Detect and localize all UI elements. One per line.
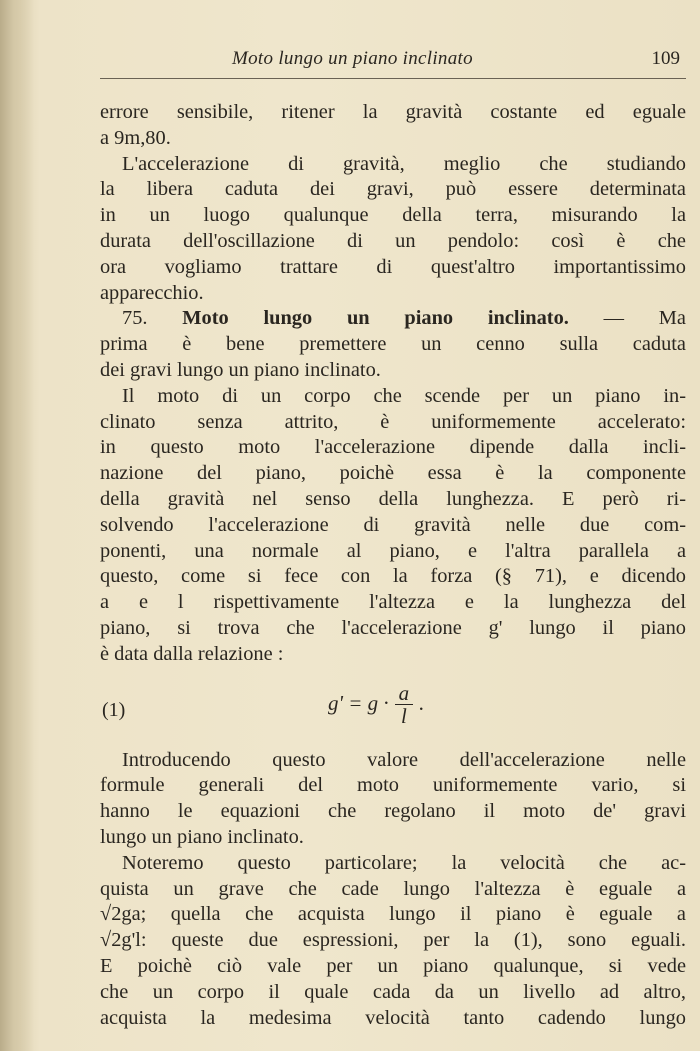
text-line: piano, si trova che l'accelerazione g' lungo il piano	[100, 616, 686, 639]
text-line: L'accelerazione di gravità, meglio che studiando	[122, 152, 686, 175]
text-line: ponenti, una normale al piano, e l'altra parallela a	[100, 539, 686, 562]
text-line: acquista la medesima velocità tanto cadendo lungo	[100, 1006, 686, 1029]
equation-end: .	[419, 691, 425, 716]
text-line: hanno le equazioni che regolano il moto de' gravi	[100, 800, 686, 823]
equation-number: (1)	[102, 698, 126, 721]
text-line: quista un grave che cade lungo l'altezza è eguale a	[100, 877, 686, 900]
text-line: dei gravi lungo un piano inclinato.	[100, 358, 381, 381]
text-line: a 9m,80.	[100, 126, 171, 149]
equation-fraction	[395, 682, 414, 727]
text-line: in questo moto l'accelerazione dipende dalla incli-	[100, 436, 686, 459]
text-line: lungo un piano inclinato.	[100, 825, 304, 848]
text-line: durata dell'oscillazione di un pendolo: così è che	[100, 229, 686, 252]
paragraph-4	[100, 748, 686, 851]
text-line: Noteremo questo particolare; la velocità che ac-	[122, 851, 686, 874]
section-heading-line	[100, 306, 686, 332]
paragraph-5	[100, 851, 686, 1032]
fraction-denominator: l	[401, 703, 407, 728]
fraction-numerator: a	[395, 682, 414, 705]
text-line: che un corpo il quale cada da un livello ad altro,	[100, 980, 686, 1003]
equation-1	[100, 676, 686, 736]
section-number: 75.	[122, 307, 148, 330]
text-line: clinato senza attrito, è uniformemente accelerato:	[100, 410, 686, 433]
text-line: a e l rispettivamente l'altezza e la lunghezza del	[100, 591, 686, 614]
text-line: Il moto di un corpo che scende per un piano in-	[122, 384, 686, 407]
text-line: Introducendo questo valore dell'accelerazione nelle	[122, 748, 686, 771]
equation-body	[328, 682, 424, 727]
section-75	[100, 306, 686, 383]
text-line: è data dalla relazione :	[100, 642, 284, 665]
page-number: 109	[651, 48, 680, 69]
text-line: E poichè ciò vale per un piano qualunque, si vede	[100, 954, 686, 977]
text-line: questo, come si fece con la forza (§ 71), e dicendo	[100, 565, 686, 588]
text-line: della gravità nel senso della lunghezza. E però ri-	[100, 487, 686, 510]
equation-lhs: g' = g ·	[328, 691, 389, 716]
text-line: nazione del piano, poichè essa è la componente	[100, 462, 686, 485]
paragraph-2	[100, 152, 686, 307]
paragraph-1	[100, 100, 686, 152]
text-line: solvendo l'accelerazione di gravità nelle due com-	[100, 513, 686, 536]
text-line: formule generali del moto uniformemente vario, si	[100, 774, 686, 797]
section-heading-rest: — Ma	[603, 307, 686, 330]
paragraph-3	[100, 384, 686, 668]
section-heading: Moto lungo un piano inclinato.	[182, 307, 569, 330]
running-title: Moto lungo un piano inclinato	[232, 48, 473, 69]
text-line: √2g'l: queste due espressioni, per la (1), sono eguali.	[100, 929, 686, 952]
text-line: prima è bene premettere un cenno sulla caduta	[100, 333, 686, 356]
text-line: apparecchio.	[100, 281, 204, 304]
body-text	[100, 100, 686, 1031]
text-line: ora vogliamo trattare di quest'altro importantissimo	[100, 255, 686, 278]
text-line: la libera caduta dei gravi, può essere determinata	[100, 178, 686, 201]
text-line: in un luogo qualunque della terra, misurando la	[100, 204, 686, 227]
page-header	[100, 44, 686, 79]
text-line: errore sensibile, ritener la gravità costante ed eguale	[100, 101, 686, 123]
book-spine-shadow	[0, 0, 34, 1051]
text-line: √2ga; quella che acquista lungo il piano è eguale a	[100, 903, 686, 926]
